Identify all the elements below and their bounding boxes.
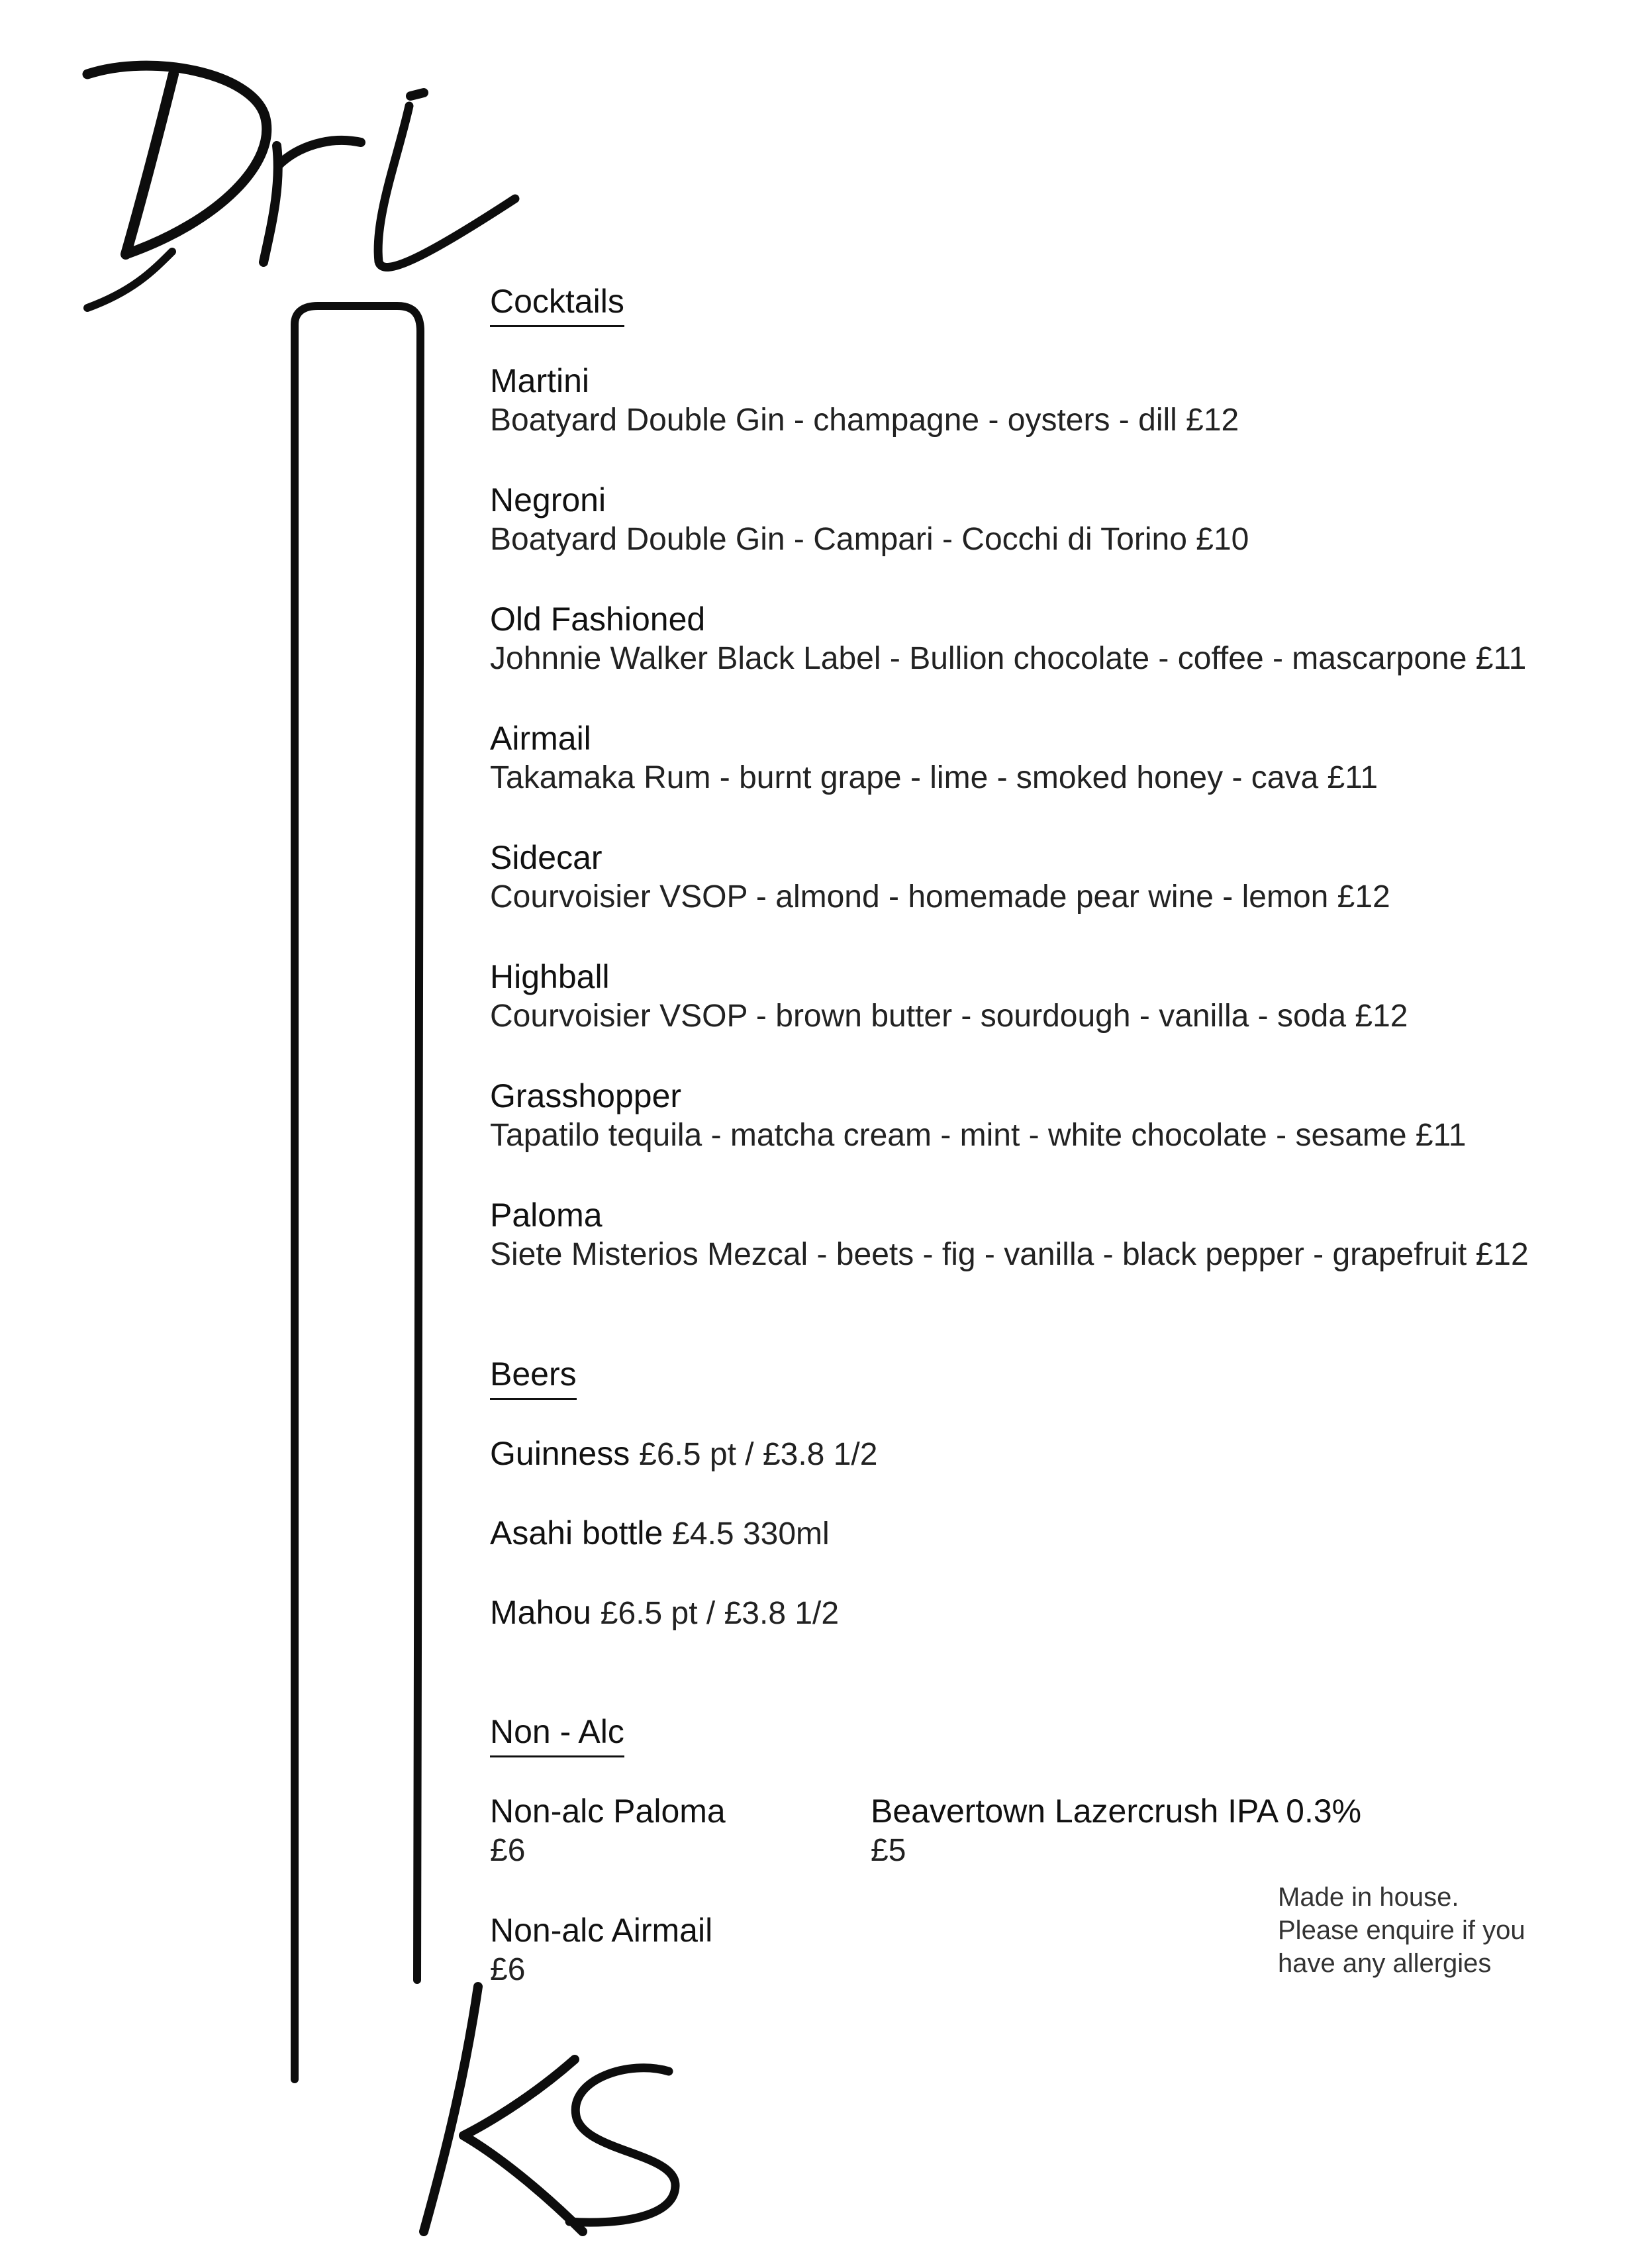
cocktail-name-old-fashioned: Old Fashioned [490,601,706,638]
cocktail-name-airmail: Airmail [490,720,591,757]
allergy-note [1278,1881,1525,1980]
cocktail-desc-paloma: Siete Misterios Mezcal - beets - fig - vanilla - black pepper - grapefruit £12 [490,1237,1529,1272]
allergy-note-line: Made in house. [1278,1883,1459,1912]
cocktail-name-martini: Martini [490,362,590,399]
handwritten-letter-i [378,106,515,267]
beer-price: £4.5 330ml [672,1516,830,1552]
non-alc-price-lazercrush: £5 [871,1833,906,1868]
handwritten-letter-d-bowl [87,66,267,254]
beer-price: £6.5 pt / £3.8 1/2 [600,1596,840,1631]
handwritten-flourish [87,252,172,308]
non-alc-name-lazercrush: Beavertown Lazercrush IPA 0.3% [871,1793,1362,1830]
cocktail-name-negroni: Negroni [490,481,606,518]
beers-heading: Beers [490,1354,577,1400]
cocktail-name-highball: Highball [490,958,610,995]
non-alc-price-airmail: £6 [490,1952,526,1987]
beer-name: Asahi bottle [490,1514,663,1552]
handwritten-letter-s [569,2068,675,2222]
non-alc-price-paloma: £6 [490,1833,526,1868]
cocktail-desc-highball: Courvoisier VSOP - brown butter - sourdough - vanilla - soda £12 [490,999,1408,1034]
handwritten-letter-d [126,74,173,254]
cocktail-desc-old-fashioned: Johnnie Walker Black Label - Bullion chocolate - coffee - mascarpone £11 [490,641,1527,676]
cocktail-desc-martini: Boatyard Double Gin - champagne - oysters - dill £12 [490,403,1239,438]
beer-name: Mahou [490,1594,591,1631]
handwritten-letter-i-dot [410,93,424,96]
allergy-note-line: Please enquire if you [1278,1916,1525,1945]
straw-outline [295,306,420,2079]
non-alc-name-paloma: Non-alc Paloma [490,1793,726,1830]
handwritten-letter-r [264,140,361,262]
cocktail-desc-negroni: Boatyard Double Gin - Campari - Cocchi di Torino £10 [490,522,1249,557]
beer-name: Guinness [490,1435,630,1472]
allergy-note-line: have any allergies [1278,1949,1492,1978]
beer-price: £6.5 pt / £3.8 1/2 [639,1437,878,1472]
cocktails-heading: Cocktails [490,281,624,327]
non-alc-heading: Non - Alc [490,1712,624,1757]
cocktail-desc-grasshopper: Tapatilo tequila - matcha cream - mint - white chocolate - sesame £11 [490,1118,1467,1153]
handwritten-letter-k [424,1987,583,2232]
beer-item-asahi [490,1513,830,1554]
cocktail-name-grasshopper: Grasshopper [490,1077,682,1114]
beer-item-mahou [490,1593,839,1634]
cocktail-name-sidecar: Sidecar [490,839,603,876]
beer-item-guinness [490,1434,877,1475]
non-alc-name-airmail: Non-alc Airmail [490,1912,713,1949]
cocktail-desc-airmail: Takamaka Rum - burnt grape - lime - smoked honey - cava £11 [490,760,1378,795]
cocktail-name-paloma: Paloma [490,1197,603,1234]
cocktail-desc-sidecar: Courvoisier VSOP - almond - homemade pear wine - lemon £12 [490,879,1390,914]
